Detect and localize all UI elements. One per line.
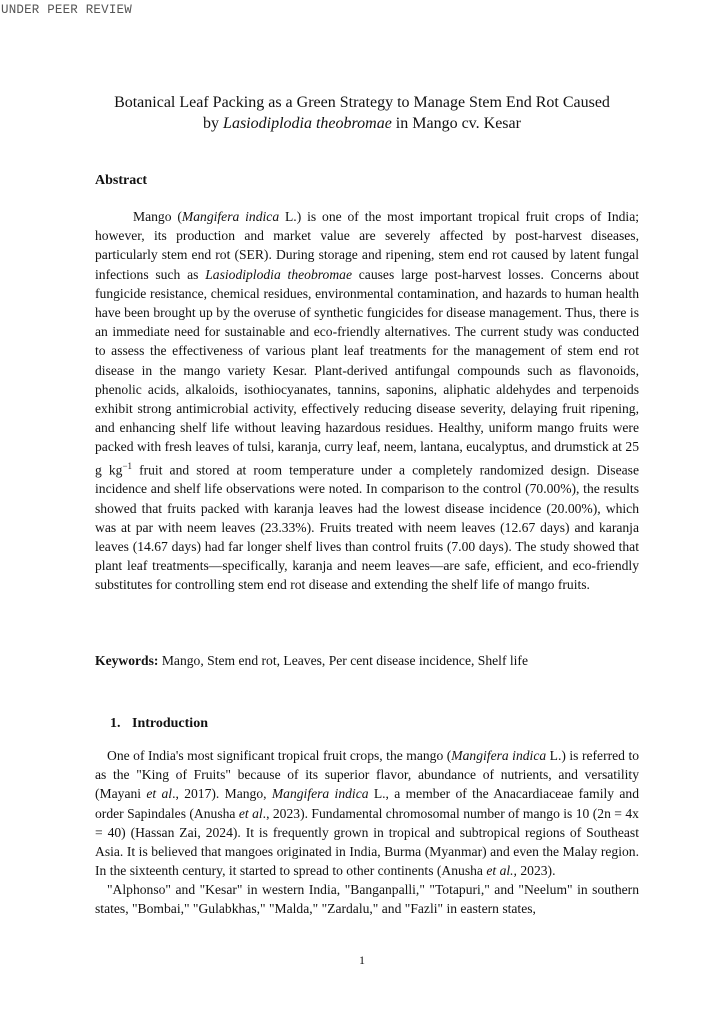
italic-text: et al [146, 786, 173, 802]
italic-text: Mangifera indica [271, 786, 369, 802]
text-run: One of India's most significant tropical fruit crops, the mango ( [107, 748, 452, 763]
title-line-1: Botanical Leaf Packing as a Green Strategy to Manage Stem End Rot Caused [114, 94, 610, 111]
page-number: 1 [359, 953, 365, 967]
keywords-line [95, 651, 639, 670]
section-title: Introduction [132, 716, 208, 731]
title-line-2-suffix: in Mango cv. Kesar [391, 115, 521, 132]
italic-text: Mangifera indica [451, 748, 547, 763]
introduction-paragraph-1 [95, 746, 639, 880]
italic-text: et al., [486, 863, 517, 879]
abstract-body [95, 207, 639, 595]
introduction-heading [110, 716, 208, 732]
abstract-heading: Abstract [95, 173, 148, 188]
text-run: causes large post-harvest losses. Concerns about fungicide resistance, chemical residues, environmental contamination, and hazards to human health have been brought up by the overuse of synthetic fungicides for disease management. Thus, there is an immediate need for sustainable and eco-friendly alternatives. The current study was conducted to assess the effectiveness of various plant leaf treatments for the management of stem end rot disease in the mango variety Kesar. Plant-derived antifungal compounds such as flavonoids, phenolic acids, alkaloids, isothiocyanates, tannins, saponins, aliphatic aldehydes and terpenoids exhibit strong antimicrobial activity, effectively reducing disease severity, delaying fruit ripening, and enhancing shelf life without leaving hazardous residues. Healthy, uniform mango fruits were packed with fresh leaves of tulsi, karanja, curry leaf, neem, lantana, eucalyptus, and drumstick at 25 g kg [95, 266, 639, 478]
section-number: 1. [110, 716, 121, 731]
italic-text: Mangifera indica [181, 209, 280, 224]
text-run: L.) is referred to as the "King of Fruits" because of its superior flavor, abundance of nutrients, and versatility (Mayani [95, 748, 640, 802]
text-run: Mango ( [133, 209, 182, 224]
title-line-2-prefix: by [203, 115, 224, 132]
introduction-paragraph-2: "Alphonso" and "Kesar" in western India, "Banganpalli," "Totapuri," and "Neelum" in southern states, "Bombai," "Gulabkhas," "Malda," "Zardalu," and "Fazli" in eastern states, [95, 882, 639, 917]
keywords-value: Mango, Stem end rot, Leaves, Per cent disease incidence, Shelf life [158, 653, 528, 668]
italic-text: et al [238, 805, 263, 821]
superscript-text: −1 [122, 460, 133, 471]
keywords-label: Keywords: [95, 653, 159, 668]
text-run: L., a member of the Anacardiaceae family and order Sapindales (Anusha [95, 786, 639, 821]
text-run: 2023). [516, 863, 556, 879]
italic-text: Lasiodiplodia theobromae [205, 266, 352, 282]
paper-title [60, 92, 664, 134]
text-run: L.) is one of the most important tropical fruit crops of India; however, its production and market value are severely affected by post-harvest diseases, particularly stem end rot (SER). During storage and ripening, stem end rot caused by latent fungal infections such as [95, 209, 640, 282]
title-species-name: Lasiodiplodia theobromae [223, 115, 392, 132]
text-run: ., 2017). Mango, [172, 786, 272, 802]
peer-review-watermark: UNDER PEER REVIEW [1, 3, 132, 17]
text-run: fruit and stored at room temperature under a completely randomized design. Disease incidence and shelf life observations were noted. In comparison to the control (70.00%), the results showed that fruits packed with karanja leaves had the lowest disease incidence (20.00%), which was at par with neem leaves (23.33%). Fruits treated with neem leaves (12.67 days) and karanja leaves (14.67 days) had far longer shelf lives than control fruits (7.00 days). The study showed that plant leaf treatments—specifically, karanja and neem leaves—are safe, efficient, and eco-friendly substitutes for controlling stem end rot disease and extending the shelf life of mango fruits. [95, 462, 639, 593]
title-line-2 [60, 113, 664, 134]
text-run: ., 2023). Fundamental chromosomal number of mango is 10 (2n = 4x = 40) (Hassan Zai, 2024). It is frequently grown in tropical and subtropical regions of Southeast Asia. It is believed that mangoes originated in India, Burma (Myanmar) and even the Malay region. In the sixteenth century, it started to spread to other continents (Anusha [95, 805, 639, 879]
